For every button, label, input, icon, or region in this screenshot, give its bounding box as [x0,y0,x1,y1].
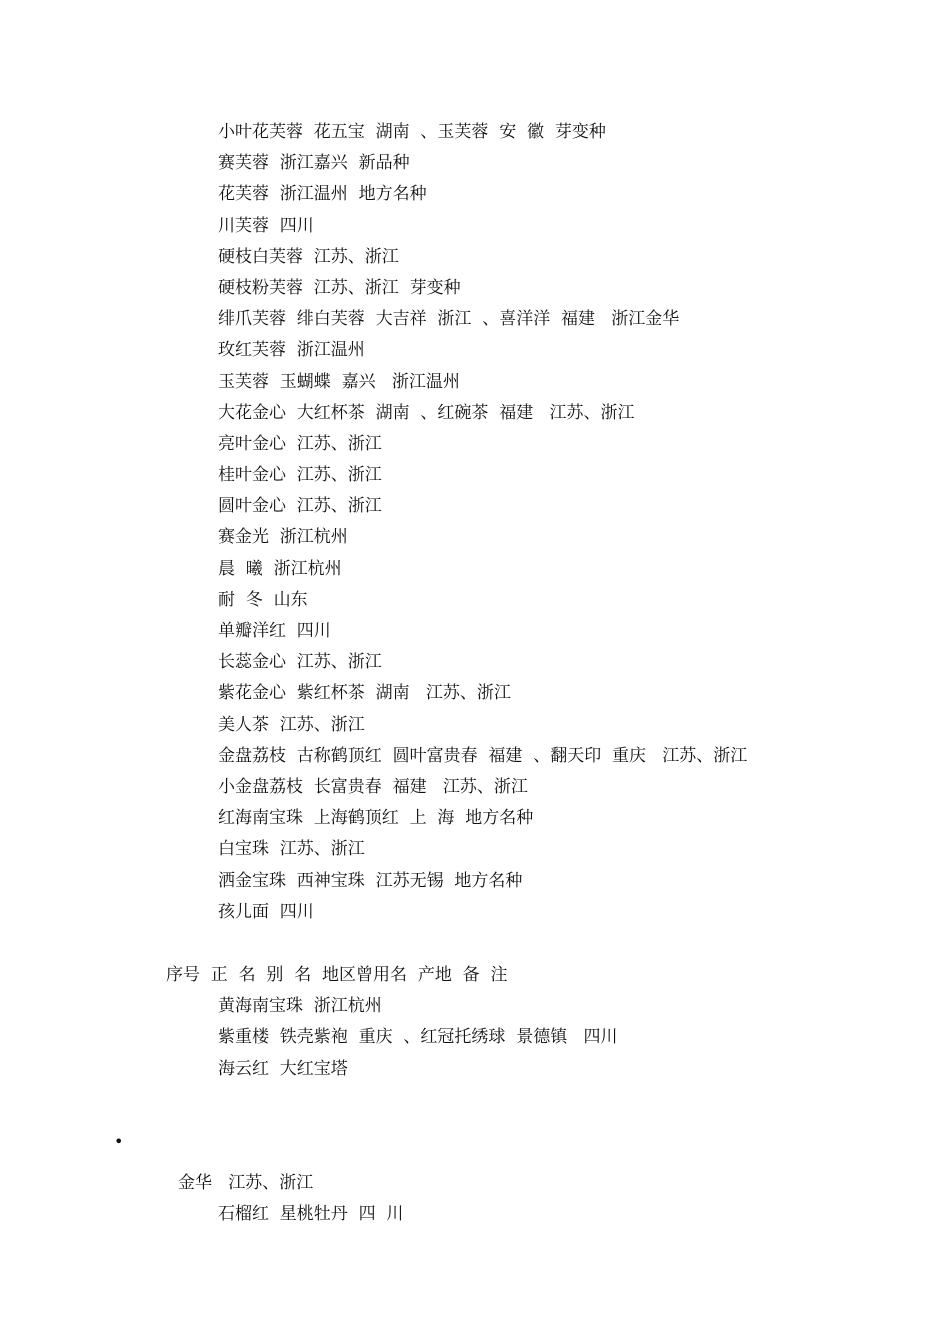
list-item: 赛金光 浙江杭州 [218,527,348,548]
table-row: 紫重楼 铁壳紫袍 重庆 、红冠托绣球 景德镇 四川 [218,1027,618,1048]
list-item: 小叶花芙蓉 花五宝 湖南 、玉芙蓉 安 徽 芽变种 [218,122,606,142]
table-row: 黄海南宝珠 浙江杭州 [218,996,382,1017]
table-row: 石榴红 星桃牡丹 四 川 [218,1204,404,1225]
list-item: 硬枝白芙蓉 江苏、浙江 [218,246,399,267]
list-item: 耐 冬 山东 [218,589,308,610]
list-item: 赛芙蓉 浙江嘉兴 新品种 [218,153,410,174]
list-item: 红海南宝珠 上海鹤顶红 上 海 地方名种 [218,808,534,829]
list-item: 小金盘荔枝 长富贵春 福建 江苏、浙江 [218,776,528,797]
list-item: 长蕊金心 江苏、浙江 [218,652,382,673]
continuation-line: 金华 江苏、浙江 [178,1173,314,1193]
bullet-marker: • [114,1132,124,1151]
list-item: 亮叶金心 江苏、浙江 [218,433,382,454]
list-item: 洒金宝珠 西神宝珠 江苏无锡 地方名种 [218,870,523,891]
list-item: 大花金心 大红杯茶 湖南 、红碗茶 福建 江苏、浙江 [218,402,635,423]
list-item: 川芙蓉 四川 [218,215,314,236]
list-item: 硬枝粉芙蓉 江苏、浙江 芽变种 [218,277,461,298]
continuation-section [0,1168,950,1230]
list-item: 孩儿面 四川 [218,901,314,922]
list-item: 紫花金心 紫红杯茶 湖南 江苏、浙江 [218,683,511,704]
table-header: 序号 正 名 别 名 地区曾用名 产地 备 注 [166,965,508,985]
list-item: 白宝珠 江苏、浙江 [218,839,365,860]
table-row: 海云红 大红宝塔 [218,1058,348,1079]
list-item: 桂叶金心 江苏、浙江 [218,465,382,486]
table-section [0,960,950,1085]
list-item: 玫红芙蓉 浙江温州 [218,340,365,361]
cultivar-list [0,117,950,928]
list-item: 单瓣洋红 四川 [218,621,331,641]
list-item: 玉芙蓉 玉蝴蝶 嘉兴 浙江温州 [218,371,460,392]
list-item: 绯爪芙蓉 绯白芙蓉 大吉祥 浙江 、喜洋洋 福建 浙江金华 [218,309,680,330]
list-item: 美人茶 江苏、浙江 [218,714,365,735]
list-item: 圆叶金心 江苏、浙江 [218,496,382,517]
list-item: 花芙蓉 浙江温州 地方名种 [218,184,427,205]
list-item: 金盘荔枝 古称鹤顶红 圆叶富贵春 福建 、翻天印 重庆 江苏、浙江 [218,745,748,766]
list-item: 晨 曦 浙江杭州 [218,558,342,579]
